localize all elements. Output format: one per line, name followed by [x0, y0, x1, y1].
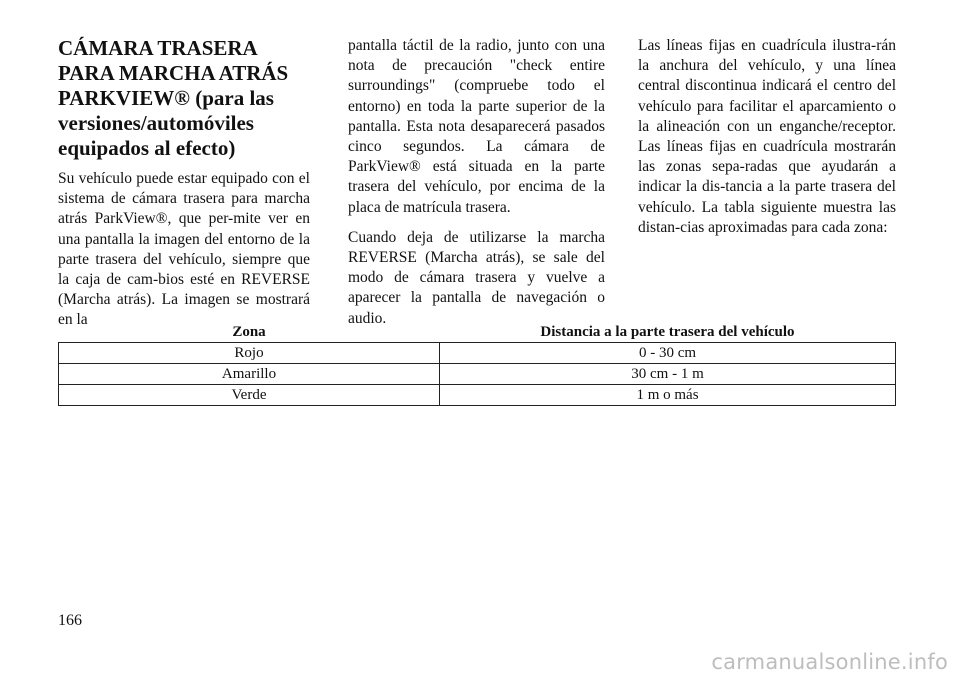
- table-row: [59, 364, 896, 385]
- paragraph-caution-note: pantalla táctil de la radio, junto con una nota de precaución "check entire surroundings" (compruebe todo el entorno) en toda la parte superior de la pantalla. Esta nota desaparecerá pasados cinco segundos. La cámara de ParkView® está situada en la parte trasera del vehículo, por encima de la placa de matrícula trasera.: [348, 37, 605, 216]
- column-3: [638, 36, 896, 248]
- distance-cell: 0 - 30 cm: [440, 343, 896, 364]
- paragraph-intro: Su vehículo puede estar equipado con el sistema de cámara trasera para marcha atrás ParkView®, que per-mite ver en una pantalla la imagen del entorno de la parte trasera del vehículo, siempre que la caja de cam-bios esté en REVERSE (Marcha atrás). La imagen se mostrará en la: [58, 170, 310, 329]
- header-distance: Distancia a la parte trasera del vehículo: [440, 322, 896, 343]
- table-row: [59, 343, 896, 364]
- zone-cell: Rojo: [59, 343, 440, 364]
- column-2: [348, 36, 605, 339]
- table-header-row: [59, 322, 896, 343]
- section-heading: CÁMARA TRASERA PARA MARCHA ATRÁS PARKVIEW® (para las versiones/automóviles equipados al efecto): [58, 36, 289, 160]
- table-row: [59, 385, 896, 406]
- paragraph-exit-reverse: Cuando deja de utilizarse la marcha REVERSE (Marcha atrás), se sale del modo de cámara trasera y vuelve a aparecer la pantalla de navegación o audio.: [348, 228, 605, 327]
- zone-distance-table: [58, 322, 896, 406]
- distance-cell: 1 m o más: [440, 385, 896, 406]
- zone-cell: Amarillo: [59, 364, 440, 385]
- zone-cell: Verde: [59, 385, 440, 406]
- page-number: 166: [58, 612, 82, 629]
- watermark: carmanualsonline.info: [711, 650, 948, 674]
- paragraph-grid-lines: Las líneas fijas en cuadrícula ilustra-rán la anchura del vehículo, y una línea central discontinua indicará el centro del vehículo para facilitar el aparcamiento o la alineación con un enganche/receptor. Las líneas fijas en cuadrícula mostrarán las zonas sepa-radas que ayudarán a indicar la dis-tancia a la parte trasera del vehículo. La tabla siguiente muestra las distan-cias aproximadas para cada zona:: [638, 37, 896, 236]
- distance-cell: 30 cm - 1 m: [440, 364, 896, 385]
- header-zone: Zona: [59, 322, 440, 343]
- column-1: [58, 36, 310, 341]
